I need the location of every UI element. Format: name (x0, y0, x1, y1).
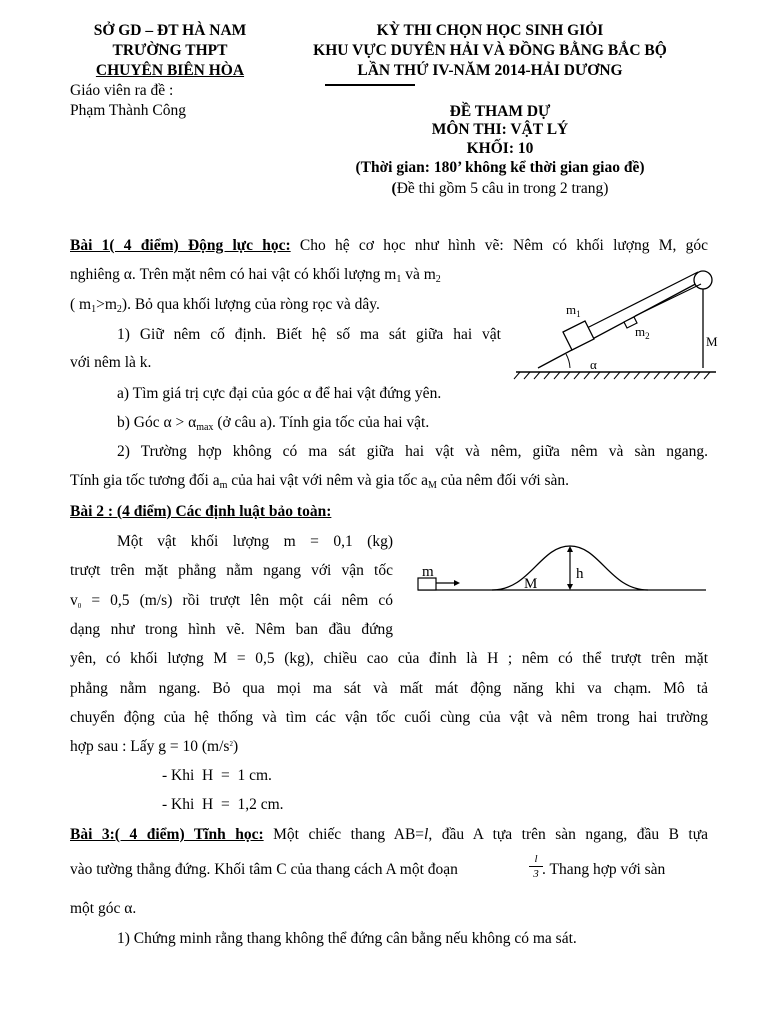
label-m: m (422, 564, 434, 580)
sub-m: m (219, 480, 228, 491)
contest-edition: LẦN THỨ IV-NĂM 2014-HẢI DƯƠNG (357, 62, 623, 79)
bai1-l9b: của hai vật với nêm và gia tốc a (227, 472, 428, 489)
bai2-line4: dạng như trong hình vẽ. Nêm ban đầu đứng (70, 621, 393, 638)
bai2-l8a: hợp sau : Lấy g = 10 (m/s (70, 738, 230, 755)
bai1-line7 (117, 414, 429, 433)
bai3-var-l: l (424, 826, 429, 843)
hump-figure (410, 538, 710, 598)
bai2-line2: trượt trên mặt phẳng nằm ngang với vận tốc (70, 562, 393, 579)
floor-hatching (514, 372, 710, 379)
case-1: - Khi H = 1 cm. (162, 767, 272, 784)
sub-2: 2 (116, 304, 122, 315)
bai3-line3: một góc α. (70, 900, 137, 917)
bai3-line2b: . Thang hợp với sàn (542, 861, 666, 878)
bai1-l2b: và m (401, 266, 436, 283)
fraction-numerator: l (529, 852, 543, 867)
bai2-l3b: = 0,5 (m/s) rồi trượt lên một cái nêm có (81, 592, 393, 609)
bai2-line1: Một vật khối lượng m = 0,1 (kg) (117, 533, 393, 550)
wedge-figure (510, 266, 720, 386)
school-subname: CHUYÊN BIÊN HÒA (95, 62, 245, 79)
sub-max: max (196, 422, 214, 433)
bai1-line9 (70, 472, 706, 491)
bai2-title: Bài 2 : (4 điểm) Các định luật bảo toàn: (70, 503, 332, 520)
bai1-line6: a) Tìm giá trị cực đại của góc α để hai vật đứng yên. (117, 385, 442, 402)
bai2-line7: chuyển động của hệ thống và tìm các vận tốc cuối cùng của vật và nêm trong hai trường (70, 709, 708, 726)
exam-pages-text: Đề thi gồm 5 câu in trong 2 trang) (396, 180, 609, 197)
alpha-arc (566, 354, 570, 368)
exam-title: ĐỀ THAM DỰ (449, 103, 551, 120)
rope-upper (585, 272, 698, 329)
school-dept: SỞ GD – ĐT HÀ NAM (93, 22, 247, 39)
bai1-l3b: >m (96, 296, 117, 313)
author-name: Phạm Thành Công (70, 102, 186, 119)
sub-0: 0 (77, 602, 82, 610)
bai2-line8 (70, 738, 706, 756)
bai3-l1a: Một chiếc thang AB= (273, 826, 425, 843)
label-h: h (576, 566, 584, 582)
label-M: M (706, 334, 718, 349)
wedge-slope (538, 280, 703, 368)
sup-2: 2 (229, 740, 233, 748)
bai2-v: v (70, 592, 78, 609)
sub-M: M (427, 480, 437, 491)
label-m1: $m_1$ (566, 302, 581, 319)
bai1-line4: 1) Giữ nêm cố định. Biết hệ số ma sát giữa hai vật (117, 326, 501, 343)
bai1-l7a: b) Góc α > α (117, 414, 197, 431)
fraction-denominator: 3 (533, 868, 539, 880)
bai2-line3 (70, 592, 393, 610)
contest-title: KỲ THI CHỌN HỌC SINH GIỎI (376, 22, 604, 39)
bai1-line8: 2) Trường hợp không có ma sát giữa hai vật và nêm, giữa nêm và sàn ngang. (117, 443, 708, 460)
bai1-l9a: Tính gia tốc tương đối a (70, 472, 220, 489)
bai1-l7b: (ở câu a). Tính gia tốc của hai vật. (213, 414, 430, 431)
school-name: TRƯỜNG THPT (112, 42, 228, 59)
sub-1: 1 (91, 304, 97, 315)
exam-subject: MÔN THI: VẬT LÝ (431, 121, 569, 138)
bai3-line1 (70, 826, 708, 844)
label-m2: $m_2$ (635, 324, 650, 341)
author-label: Giáo viên ra đề : (70, 82, 174, 99)
bai1-line5: với nêm là k. (70, 354, 152, 371)
exam-time: (Thời gian: 180’ không kể thời gian giao đề) (355, 159, 645, 176)
bai2-line6: phẳng nằm ngang. Bỏ qua mọi ma sát và mất mát động năng khi va chạm. Mô tả (70, 680, 708, 697)
bai1-title: Bài 1( 4 điểm) Động lực học: (70, 237, 291, 254)
label-alpha: α (590, 357, 597, 372)
contest-region: KHU VỰC DUYÊN HẢI VÀ ĐỒNG BẰNG BẮC BỘ (313, 42, 667, 59)
exam-pages (300, 180, 700, 198)
bai3-line2 (70, 861, 458, 879)
bai2-l8b: ) (232, 738, 239, 755)
bai3-title: Bài 3:( 4 điểm) Tĩnh học: (70, 826, 264, 843)
height-arrowhead-bottom (567, 584, 573, 590)
case-2: - Khi H = 1,2 cm. (162, 796, 284, 813)
bai1-l9c: của nêm đối với sàn. (436, 472, 570, 489)
bai3-l2a: vào tường thẳng đứng. Khối tâm C của thang cách A một đoạn (70, 861, 458, 878)
bai1-text: Cho hệ cơ học như hình vẽ: Nêm có khối lượng M, góc (299, 237, 709, 254)
bai1-line1 (70, 237, 708, 255)
header-rule (325, 84, 415, 86)
label-M: M (524, 576, 538, 592)
height-arrowhead-top (567, 546, 573, 552)
bai2-line5: yên, có khối lượng M = 0,5 (kg), chiều cao của đỉnh là H ; nêm có thể trượt trên mặt (70, 650, 708, 667)
block-m1 (563, 321, 594, 350)
bai1-l2: nghiêng α. Trên mặt nêm có hai vật có khối lượng m (70, 266, 397, 283)
exam-pages-paren: ( (391, 180, 397, 197)
bai1-l3c: ). Bỏ qua khối lượng của ròng rọc và dây. (121, 296, 380, 313)
fraction (529, 852, 543, 881)
bai1-l3a: ( m (70, 296, 92, 313)
sub-1: 1 (396, 274, 402, 285)
rope-lower (635, 284, 701, 316)
exam-grade: KHỐI: 10 (466, 140, 534, 157)
sub-2: 2 (435, 274, 441, 285)
bai3-l1b: , đầu A tựa trên sàn ngang, đầu B tựa (428, 826, 708, 843)
bai3-line4: 1) Chứng minh rằng thang không thể đứng cân bằng nếu không có ma sát. (117, 930, 577, 947)
velocity-arrowhead (454, 580, 460, 586)
